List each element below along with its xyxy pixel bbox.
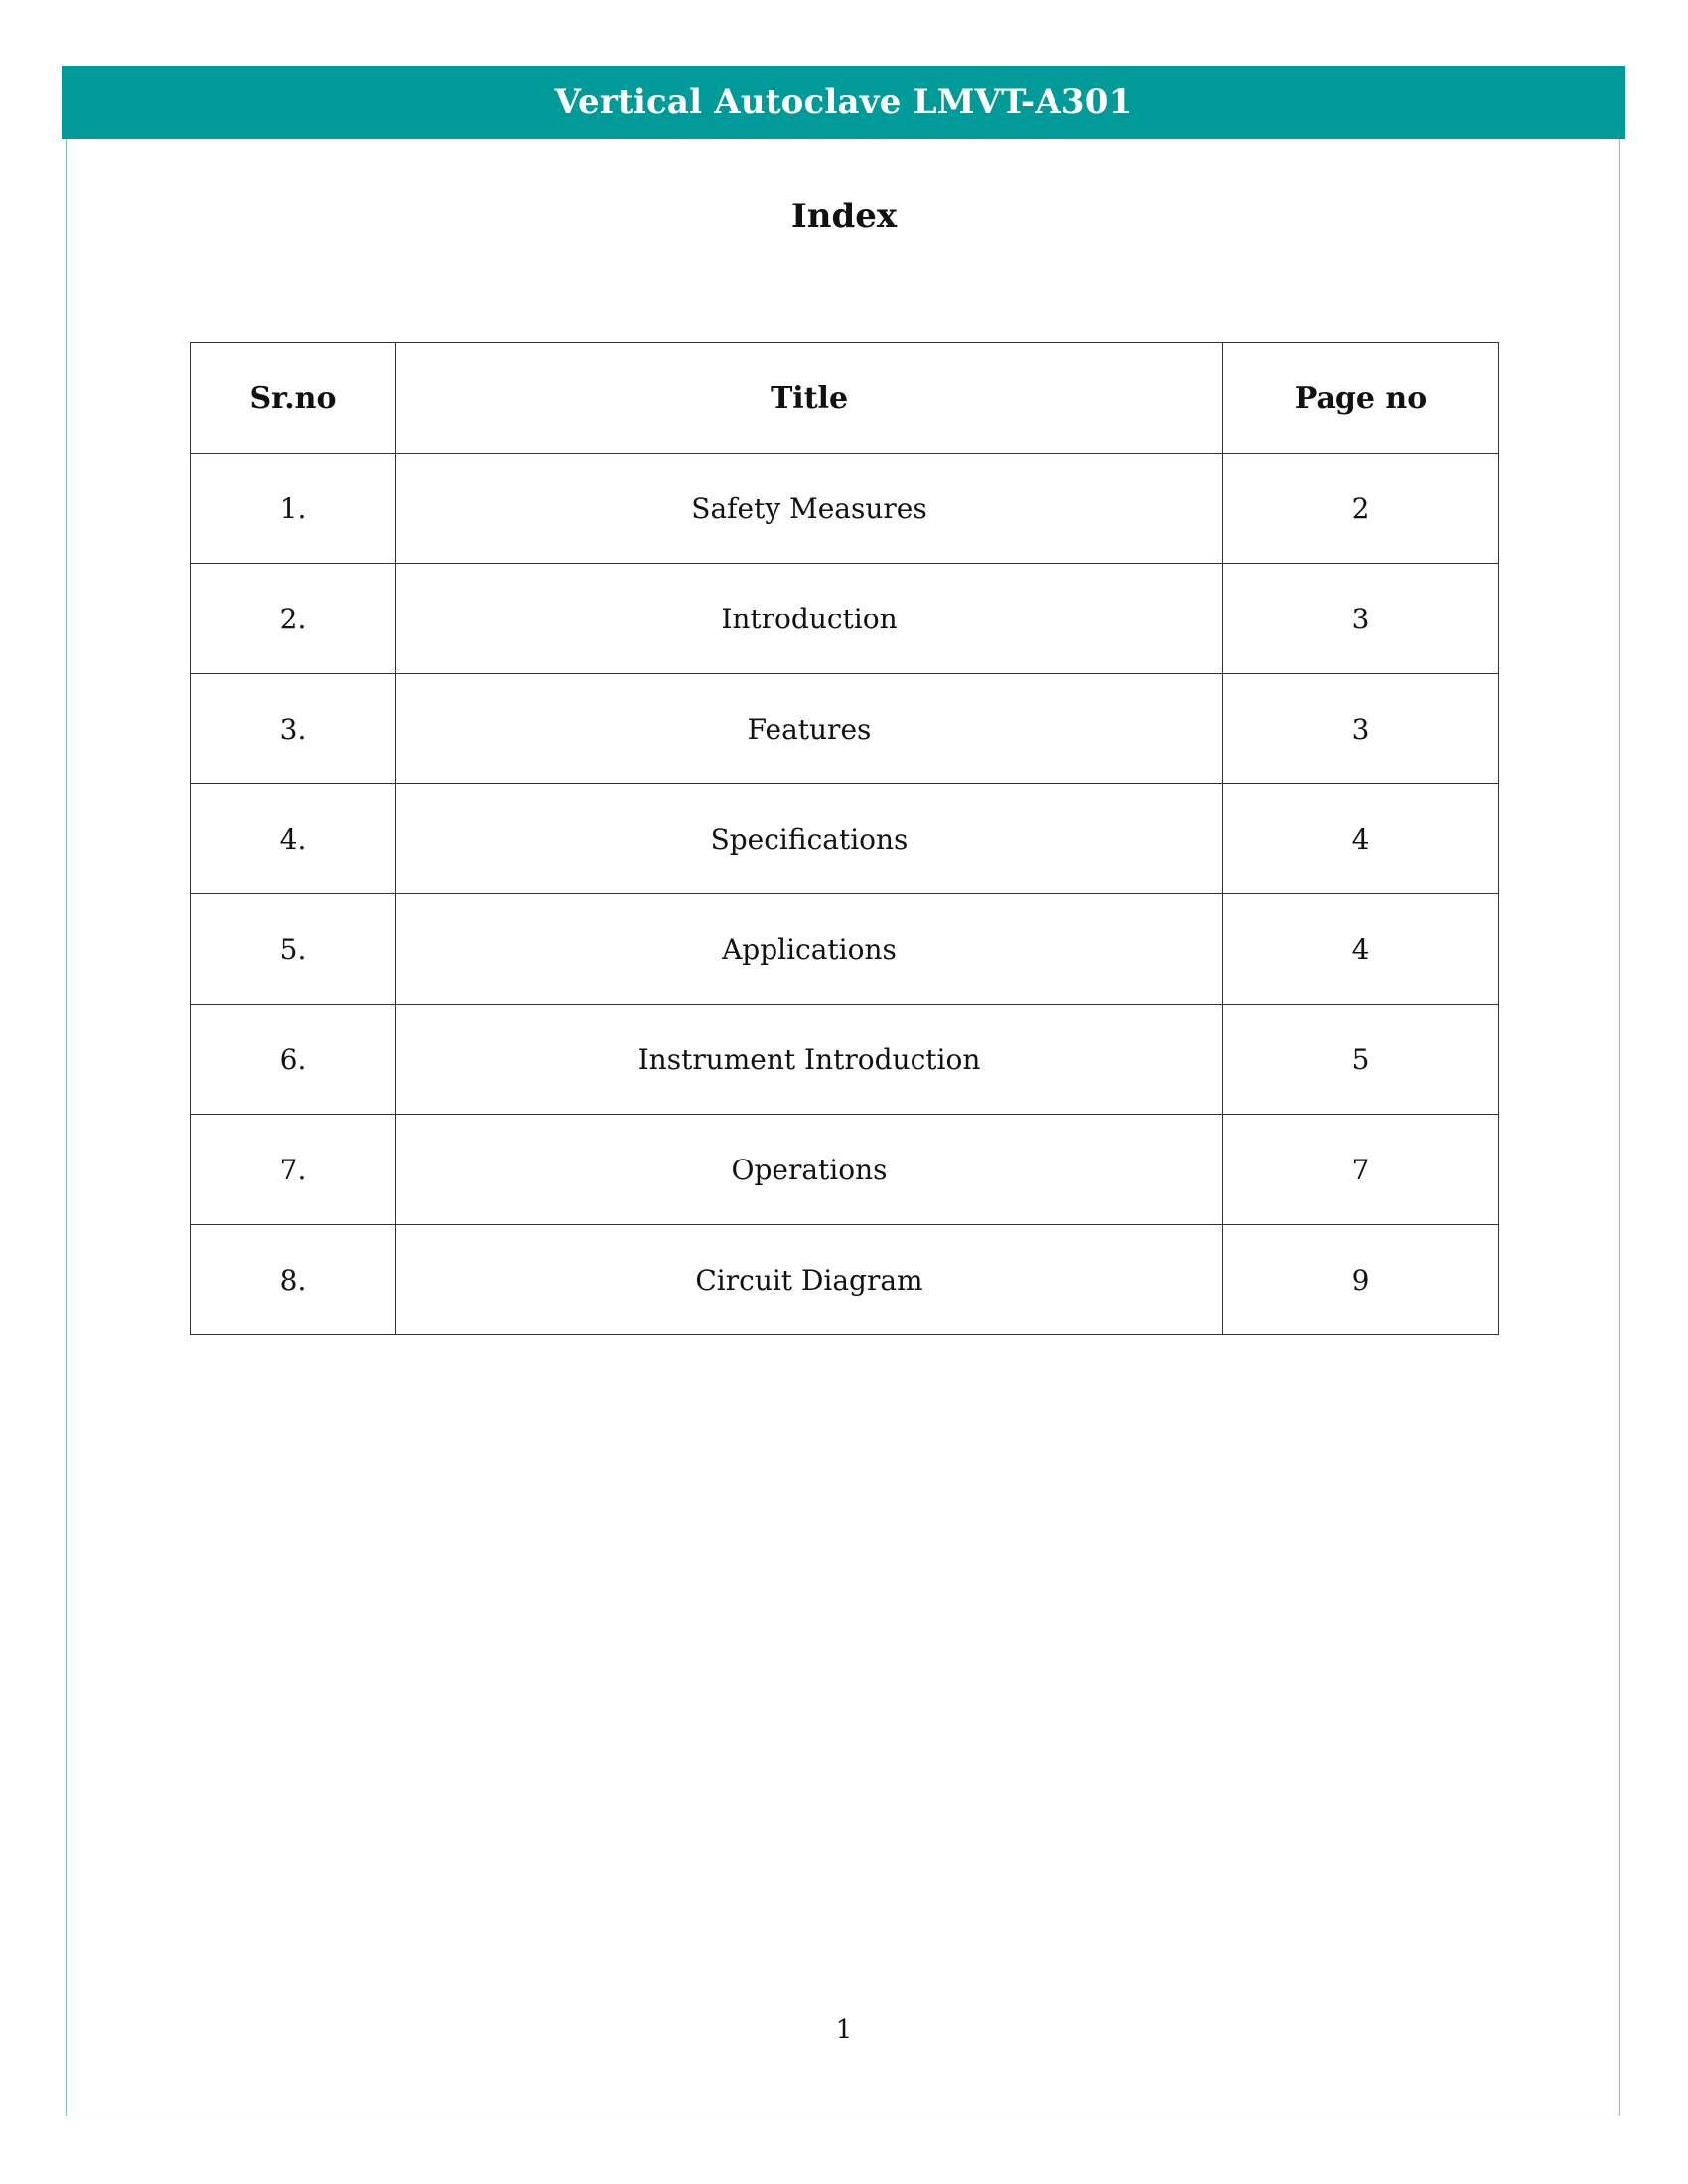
row-page: 3: [1223, 674, 1499, 784]
table-row: [191, 894, 1499, 1005]
index-heading: Index: [790, 197, 898, 236]
column-header-page: Page no: [1223, 343, 1499, 454]
row-title: Operations: [396, 1115, 1223, 1225]
row-title: Applications: [396, 894, 1223, 1005]
table-header-row: [191, 343, 1499, 454]
row-title: Specifications: [396, 784, 1223, 894]
row-srno: 5.: [191, 894, 396, 1005]
index-table: [190, 342, 1499, 1335]
column-header-title: Title: [396, 343, 1223, 454]
table-row: [191, 1225, 1499, 1335]
row-page: 4: [1223, 784, 1499, 894]
row-srno: 1.: [191, 454, 396, 564]
row-title: Features: [396, 674, 1223, 784]
row-title: Safety Measures: [396, 454, 1223, 564]
row-title: Instrument Introduction: [396, 1005, 1223, 1115]
document-title: Vertical Autoclave LMVT-A301: [554, 82, 1133, 122]
table-row: [191, 564, 1499, 674]
row-page: 5: [1223, 1005, 1499, 1115]
table-row: [191, 1005, 1499, 1115]
row-srno: 4.: [191, 784, 396, 894]
row-title: Introduction: [396, 564, 1223, 674]
row-srno: 7.: [191, 1115, 396, 1225]
row-page: 3: [1223, 564, 1499, 674]
table-row: [191, 1115, 1499, 1225]
row-srno: 6.: [191, 1005, 396, 1115]
row-srno: 8.: [191, 1225, 396, 1335]
row-page: 7: [1223, 1115, 1499, 1225]
row-srno: 2.: [191, 564, 396, 674]
table-row: [191, 674, 1499, 784]
table-row: [191, 784, 1499, 894]
column-header-srno: Sr.no: [191, 343, 396, 454]
row-title: Circuit Diagram: [396, 1225, 1223, 1335]
page-number: 1: [835, 2015, 853, 2045]
header-bar: [62, 66, 1625, 139]
row-srno: 3.: [191, 674, 396, 784]
row-page: 4: [1223, 894, 1499, 1005]
row-page: 9: [1223, 1225, 1499, 1335]
table-row: [191, 454, 1499, 564]
row-page: 2: [1223, 454, 1499, 564]
